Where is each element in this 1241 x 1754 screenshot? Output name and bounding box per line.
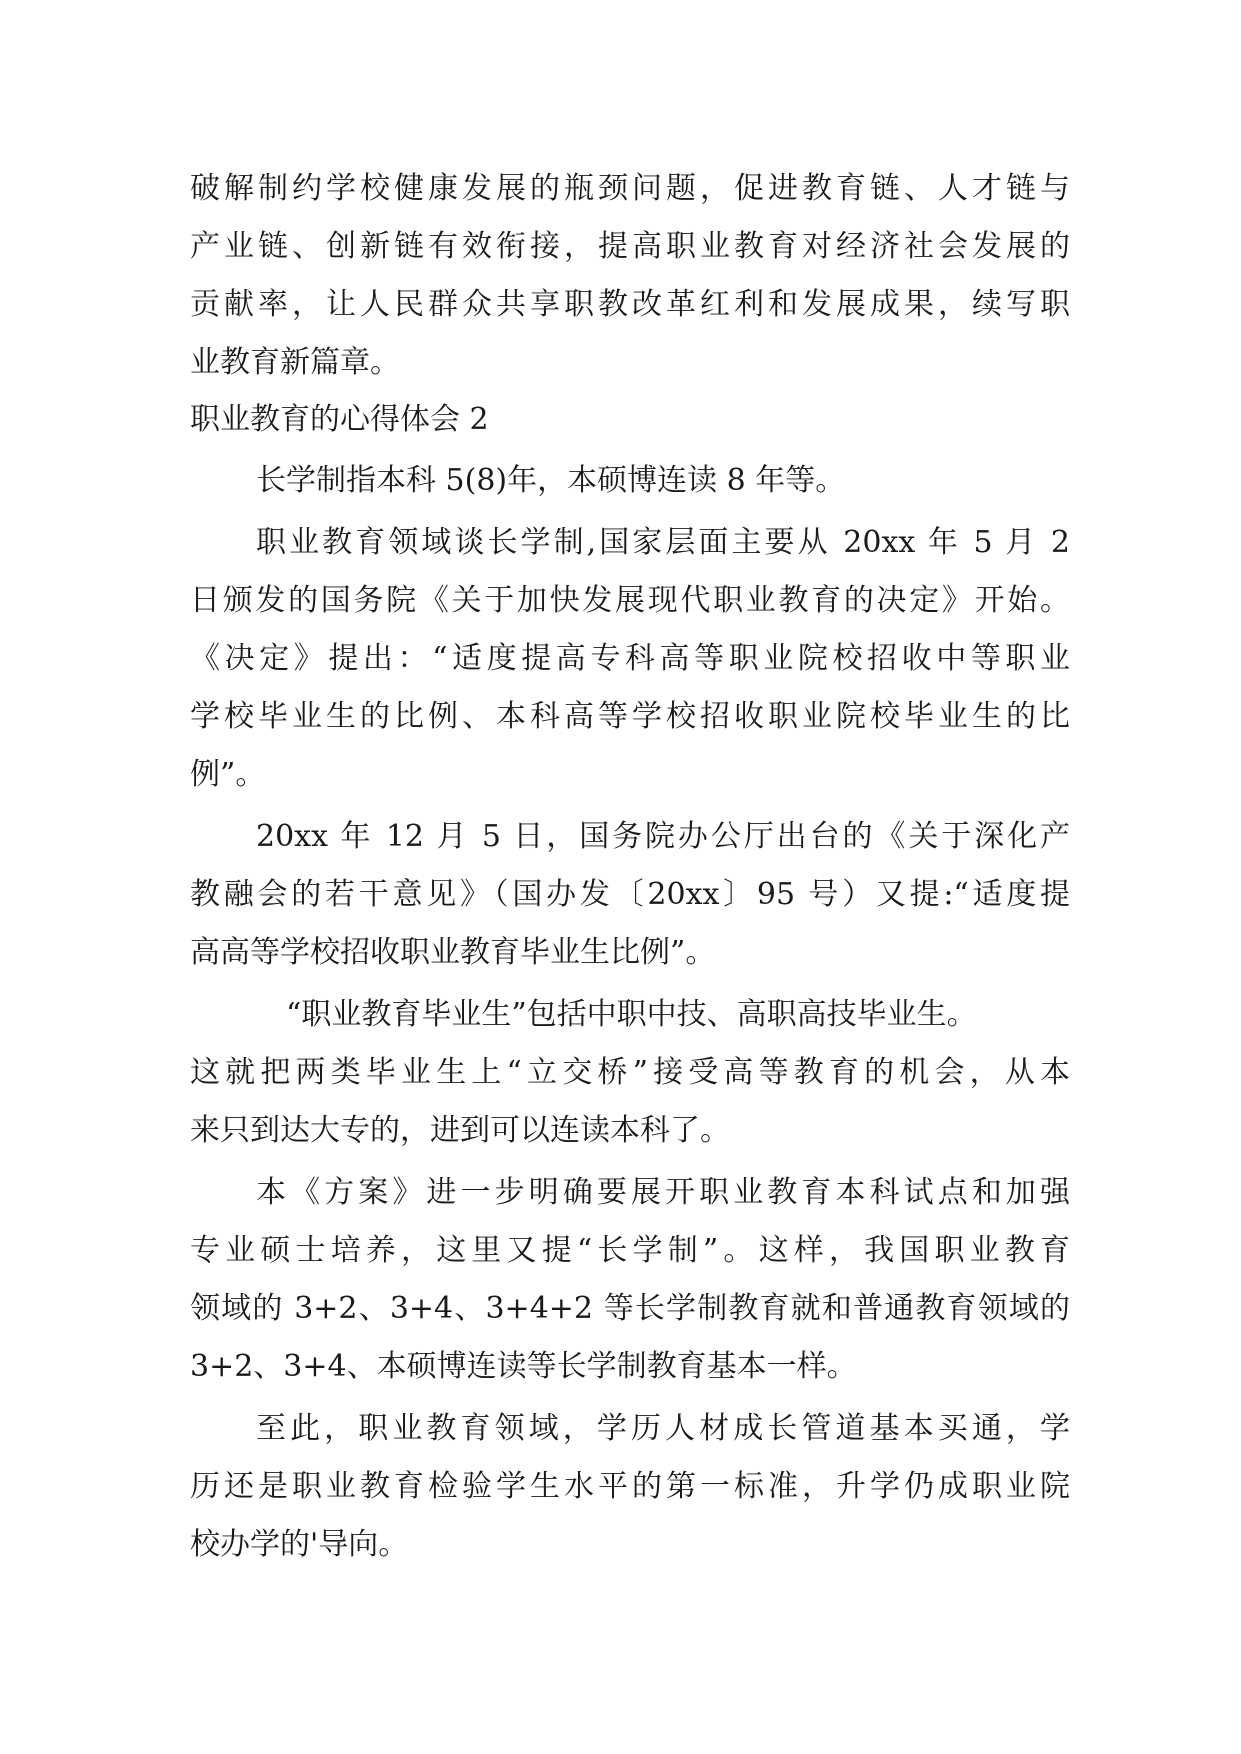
paragraph (190, 1164, 1070, 1396)
text-line: “职业教育毕业生”包括中职中技、高职高技毕业生。 (286, 997, 977, 1032)
text-line: 历还是职业教育检验学生水平的第一标准，升学仍成职业院 (190, 1469, 1070, 1504)
paragraph (190, 514, 1070, 804)
text-line: 教融会的若干意见》（国办发〔20xx〕95 号）又提:“适度提 (190, 877, 1070, 912)
document-body (190, 160, 1070, 1574)
paragraph (190, 986, 1070, 1160)
text-line: 校办学的'导向。 (190, 1527, 409, 1562)
text-line: 日颁发的国务院《关于加快发展现代职业教育的决定》开始。 (190, 583, 1070, 618)
text-line: 领域的 3+2、3+4、3+4+2 等长学制教育就和普通教育领域的 (190, 1291, 1070, 1326)
text-line: 高高等学校招收职业教育毕业生比例”。 (190, 935, 716, 970)
text-line: 职业教育领域谈长学制,国家层面主要从 20xx 年 5 月 2 (256, 525, 1070, 560)
text-line: 这就把两类毕业生上“立交桥”接受高等教育的机会，从本 (190, 1055, 1070, 1090)
text-line: 本《方案》进一步明确要展开职业教育本科试点和加强 (256, 1175, 1070, 1210)
text-line: 来只到达大专的，进到可以连读本科了。 (190, 1113, 730, 1148)
text-line: 20xx 年 12 月 5 日，国务院办公厅出台的《关于深化产 (256, 819, 1070, 854)
text-line: 至此，职业教育领域，学历人材成长管道基本买通，学 (256, 1411, 1070, 1446)
paragraph (190, 808, 1070, 982)
text-line: 贡献率，让人民群众共享职教改革红利和发展成果，续写职 (190, 287, 1070, 322)
text-line: 破解制约学校健康发展的瓶颈问题，促进教育链、人才链与 (190, 171, 1070, 206)
text-line: 长学制指本科 5(8)年，本硕博连读 8 年等。 (256, 463, 846, 498)
text-line: 业教育新篇章。 (190, 345, 400, 380)
text-line: 例”。 (190, 757, 266, 792)
text-line: 《决定》提出：“适度提高专科高等职业院校招收中等职业 (190, 641, 1070, 676)
paragraph (190, 1400, 1070, 1574)
section-title: 职业教育的心得体会 2 (190, 402, 489, 437)
intro-paragraph (190, 160, 1070, 392)
paragraph (190, 452, 1070, 510)
text-line: 学校毕业生的比例、本科高等学校招收职业院校毕业生的比 (190, 699, 1070, 734)
text-line: 专业硕士培养，这里又提“长学制”。这样，我国职业教育 (190, 1233, 1070, 1268)
text-line: 产业链、创新链有效衔接，提高职业教育对经济社会发展的 (190, 229, 1070, 264)
text-line: 3+2、3+4、本硕博连读等长学制教育基本一样。 (190, 1349, 857, 1384)
